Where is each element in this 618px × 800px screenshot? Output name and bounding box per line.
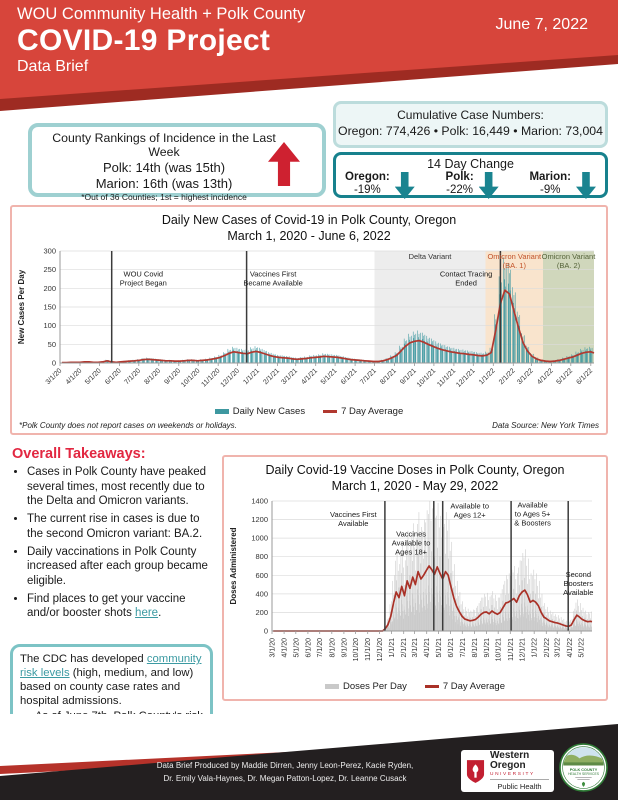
- svg-text:3/1/20: 3/1/20: [44, 366, 64, 386]
- svg-text:4/1/21: 4/1/21: [424, 637, 432, 657]
- svg-text:12/1/20: 12/1/20: [219, 366, 242, 389]
- takeaway-item: [27, 592, 218, 621]
- svg-text:6/1/21: 6/1/21: [339, 366, 359, 386]
- rankings-footnote: *Out of 36 Counties; 1st = highest incidence: [81, 192, 247, 202]
- change-item-polk: [446, 171, 499, 199]
- svg-text:(BA. 1): (BA. 1): [502, 260, 526, 270]
- wou-logo-text: [490, 751, 549, 791]
- svg-text:5/1/21: 5/1/21: [435, 637, 443, 657]
- polk-county-seal: [559, 743, 608, 792]
- footnote-weekends: *Polk County does not report cases on weekends or holidays.: [19, 421, 237, 430]
- change-title: 14 Day Change: [427, 157, 514, 171]
- svg-text:5/1/21: 5/1/21: [319, 366, 339, 386]
- svg-text:9/1/20: 9/1/20: [163, 366, 183, 386]
- svg-text:8/1/20: 8/1/20: [143, 366, 163, 386]
- takeaway-item: • Daily vaccinations in Polk County increased after each group became eligible.: [27, 545, 218, 589]
- svg-text:5/1/22: 5/1/22: [555, 366, 575, 386]
- legend-swatch: [215, 409, 229, 414]
- rankings-marion: Marion: 16th (was 13th): [95, 176, 233, 191]
- svg-text:Omicron Variant: Omicron Variant: [541, 251, 596, 261]
- rankings-title: County Rankings of Incidence in the Last Week: [52, 131, 276, 159]
- svg-text:10/1/21: 10/1/21: [495, 637, 503, 661]
- svg-text:WOU Covid: WOU Covid: [123, 268, 164, 278]
- svg-text:10/1/20: 10/1/20: [353, 637, 361, 661]
- svg-text:12/1/20: 12/1/20: [376, 637, 384, 661]
- svg-text:9/1/20: 9/1/20: [341, 637, 349, 657]
- svg-text:Second: Second: [565, 569, 592, 579]
- svg-text:1/1/21: 1/1/21: [389, 637, 397, 657]
- daily-cases-chart-box: [10, 205, 608, 435]
- daily-cases-chart: [14, 245, 606, 403]
- chart-title: [224, 462, 606, 495]
- svg-text:6/1/21: 6/1/21: [448, 637, 456, 657]
- svg-text:9/1/21: 9/1/21: [399, 366, 418, 386]
- svg-text:2/1/22: 2/1/22: [543, 637, 551, 657]
- svg-text:11/1/20: 11/1/20: [365, 637, 373, 661]
- chart-title-line1: Daily Covid-19 Vaccine Doses in Polk County, Oregon: [265, 463, 565, 477]
- svg-text:7/1/20: 7/1/20: [317, 637, 325, 657]
- legend-swatch: [323, 410, 337, 413]
- svg-text:2/1/21: 2/1/21: [262, 366, 282, 386]
- takeaways-list: [27, 465, 218, 621]
- svg-text:1000: 1000: [251, 533, 268, 543]
- fourteen-day-change-box: [333, 152, 608, 198]
- svg-text:300: 300: [43, 246, 56, 255]
- wou-logo: [461, 750, 554, 792]
- svg-text:Ages 12+: Ages 12+: [453, 509, 486, 519]
- svg-text:12/1/21: 12/1/21: [519, 637, 527, 661]
- legend-item: Daily New Cases: [215, 406, 305, 417]
- svg-text:4/1/22: 4/1/22: [536, 366, 555, 386]
- svg-text:400: 400: [255, 588, 268, 598]
- wou-dept: Public Health: [497, 782, 542, 791]
- change-value: -9%: [539, 183, 561, 196]
- chart-title-line2: March 1, 2020 - May 29, 2022: [331, 479, 499, 494]
- svg-text:8/1/20: 8/1/20: [329, 637, 337, 657]
- svg-text:6/1/22: 6/1/22: [575, 366, 595, 386]
- header-text: [17, 5, 305, 76]
- legend-item: 7 Day Average: [425, 681, 505, 692]
- doc-type: Data Brief: [17, 58, 89, 75]
- svg-text:250: 250: [43, 264, 56, 274]
- seal-text-line1: POLK COUNTY: [569, 768, 598, 773]
- legend-item: Doses Per Day: [325, 681, 407, 692]
- change-value: -19%: [353, 183, 381, 196]
- svg-text:New Cases Per Day: New Cases Per Day: [17, 269, 26, 344]
- svg-text:11/1/21: 11/1/21: [436, 366, 458, 389]
- svg-text:4/1/20: 4/1/20: [281, 637, 289, 657]
- svg-text:6/1/20: 6/1/20: [305, 637, 313, 657]
- credits-line1: Data Brief Produced by Maddie Dirren, Jenny Leon-Perez, Kacie Ryden,: [156, 761, 414, 770]
- svg-text:10/1/20: 10/1/20: [180, 366, 202, 389]
- svg-text:3/1/22: 3/1/22: [554, 637, 562, 657]
- svg-text:6/1/20: 6/1/20: [104, 366, 123, 386]
- wou-name: Western Oregon: [490, 750, 530, 771]
- rankings-polk: Polk: 14th (was 15th): [102, 160, 226, 175]
- org-line: WOU Community Health + Polk County: [17, 5, 306, 23]
- svg-text:to Ages 5+: to Ages 5+: [514, 509, 551, 518]
- down-arrow-icon: [479, 172, 499, 199]
- svg-text:8/1/21: 8/1/21: [471, 637, 479, 657]
- svg-text:12/1/21: 12/1/21: [455, 366, 477, 389]
- change-label: Oregon:: [345, 171, 390, 183]
- svg-text:3/1/20: 3/1/20: [269, 637, 277, 657]
- svg-text:(BA. 2): (BA. 2): [556, 260, 581, 270]
- svg-text:Became Available: Became Available: [243, 277, 303, 287]
- county-rankings-box: [28, 123, 326, 202]
- change-value: -22%: [446, 183, 474, 196]
- credits-line2: Dr. Emily Vala-Haynes, Dr. Megan Patton-Lopez, Dr. Leanne Cusack: [163, 773, 407, 783]
- page-title: COVID-19 Project: [17, 24, 271, 57]
- page-footer: [0, 714, 618, 800]
- svg-text:Contact Tracing: Contact Tracing: [439, 268, 493, 278]
- svg-text:Vaccines First: Vaccines First: [249, 268, 297, 278]
- down-arrow-icon: [576, 172, 596, 199]
- svg-text:200: 200: [255, 607, 268, 617]
- chart-title-line1: Daily New Cases of Covid-19 in Polk County, Oregon: [161, 213, 457, 227]
- takeaway-text: Find places to get your vaccine and/or booster shots: [27, 592, 186, 620]
- svg-text:4/1/22: 4/1/22: [566, 637, 574, 657]
- svg-text:600: 600: [255, 570, 268, 580]
- svg-text:1/1/22: 1/1/22: [477, 366, 497, 386]
- svg-text:2/1/22: 2/1/22: [497, 366, 517, 386]
- takeaway-item: • Cases in Polk County have peaked several times, most recently due to the Delta and Omicron variants.: [27, 465, 218, 509]
- change-item-oregon: [345, 171, 415, 199]
- cumulative-values: Oregon: 774,426 • Polk: 16,449 • Marion: 73,004: [338, 124, 603, 138]
- svg-text:1400: 1400: [251, 496, 268, 505]
- svg-text:200: 200: [43, 283, 56, 293]
- takeaways-heading: Overall Takeaways:: [12, 446, 146, 462]
- change-row: [336, 171, 605, 199]
- svg-text:1/1/22: 1/1/22: [531, 637, 539, 657]
- svg-text:3/1/21: 3/1/21: [412, 637, 420, 657]
- svg-text:3/1/21: 3/1/21: [280, 366, 300, 386]
- chart-footnotes: [19, 421, 599, 430]
- svg-text:Omicron Variant: Omicron Variant: [487, 251, 542, 261]
- cumulative-cases-box: [333, 101, 608, 148]
- svg-text:Available to: Available to: [391, 537, 431, 547]
- svg-text:11/1/21: 11/1/21: [507, 637, 515, 661]
- svg-text:50: 50: [47, 339, 56, 349]
- cumulative-title: Cumulative Case Numbers:: [397, 108, 544, 122]
- legend-item: 7 Day Average: [323, 406, 403, 417]
- chart-title-line2: March 1, 2020 - June 6, 2022: [227, 229, 391, 244]
- wou-shield-icon: [466, 759, 485, 784]
- svg-text:9/1/21: 9/1/21: [484, 637, 491, 657]
- chart-legend: [12, 406, 606, 417]
- svg-text:3/1/22: 3/1/22: [516, 366, 535, 386]
- svg-text:10/1/21: 10/1/21: [415, 366, 438, 389]
- svg-text:Vaccines: Vaccines: [396, 528, 427, 538]
- svg-text:8/1/21: 8/1/21: [379, 366, 398, 386]
- svg-text:Boosters: Boosters: [563, 578, 594, 588]
- change-item-marion: [529, 171, 596, 199]
- svg-text:5/1/20: 5/1/20: [84, 366, 103, 386]
- svg-text:7/1/21: 7/1/21: [359, 366, 378, 386]
- footnote-source: Data Source: New York Times: [492, 421, 599, 430]
- legend-swatch: [325, 684, 339, 689]
- svg-text:4/1/21: 4/1/21: [300, 366, 320, 386]
- chart-legend: [224, 681, 606, 692]
- cdc-text: The CDC has developed: [20, 653, 147, 665]
- svg-text:7/1/20: 7/1/20: [123, 366, 143, 386]
- legend-swatch: [425, 685, 439, 688]
- svg-text:150: 150: [43, 302, 56, 311]
- down-arrow-icon: [395, 172, 415, 199]
- svg-text:Doses Administered: Doses Administered: [229, 526, 238, 605]
- date-label: June 7, 2022: [495, 16, 588, 33]
- svg-text:Available: Available: [338, 518, 369, 528]
- svg-text:5/1/22: 5/1/22: [578, 637, 586, 657]
- svg-text:Available: Available: [517, 500, 548, 509]
- svg-text:2/1/21: 2/1/21: [401, 637, 409, 657]
- takeaways-section: [12, 446, 218, 624]
- svg-text:0: 0: [51, 358, 56, 367]
- wou-divider: [490, 779, 549, 780]
- svg-text:Ended: Ended: [455, 277, 477, 287]
- vaccine-doses-chart: [226, 495, 606, 675]
- svg-text:Available to: Available to: [450, 500, 490, 510]
- cdc-text: (high, medium, and low) based on county case rates and hospital admissions.: [20, 667, 194, 708]
- takeaway-item: • The current rise in cases is due to the second Omicron variant: BA.2.: [27, 512, 218, 541]
- svg-text:& Boosters: & Boosters: [514, 518, 551, 527]
- svg-text:0: 0: [263, 626, 268, 635]
- svg-text:Delta Variant: Delta Variant: [408, 251, 452, 261]
- community-risk-levels-link[interactable]: community risk levels: [20, 653, 202, 680]
- change-label: Marion:: [529, 171, 571, 183]
- vaccine-doses-chart-box: [222, 455, 608, 701]
- svg-text:800: 800: [255, 551, 268, 561]
- svg-text:Available: Available: [563, 587, 594, 597]
- credits: [120, 760, 450, 786]
- vaccine-locator-link[interactable]: here: [135, 607, 159, 620]
- wou-university: UNIVERSITY: [490, 772, 535, 777]
- svg-text:5/1/20: 5/1/20: [293, 637, 301, 657]
- svg-text:7/1/21: 7/1/21: [459, 637, 467, 657]
- svg-text:Project Began: Project Began: [119, 277, 167, 287]
- change-label: Polk:: [445, 171, 474, 183]
- svg-text:11/1/20: 11/1/20: [200, 366, 222, 389]
- svg-text:1/1/21: 1/1/21: [242, 366, 262, 386]
- svg-text:Ages 18+: Ages 18+: [395, 546, 428, 556]
- svg-text:100: 100: [43, 320, 56, 330]
- svg-text:Vaccines First: Vaccines First: [330, 509, 377, 519]
- svg-text:4/1/20: 4/1/20: [64, 366, 84, 386]
- seal-text-line2: HEALTH SERVICES: [568, 772, 599, 777]
- takeaway-suffix: .: [158, 607, 162, 620]
- chart-title: [12, 212, 606, 245]
- svg-text:1200: 1200: [251, 514, 268, 524]
